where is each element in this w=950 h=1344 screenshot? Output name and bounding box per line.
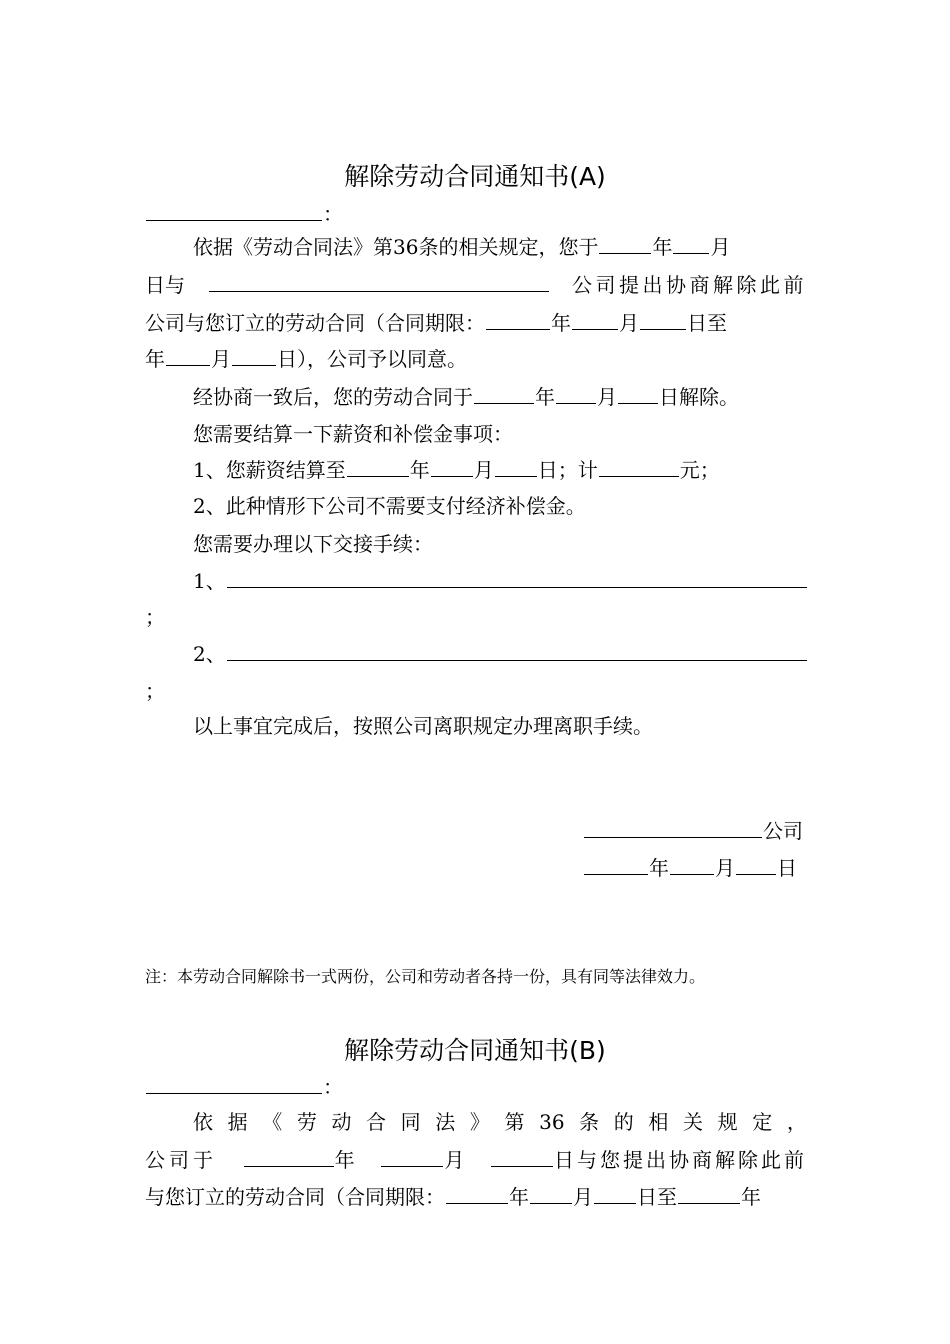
- month-blank: [530, 1183, 572, 1204]
- notice-a-para4: 您需要办理以下交接手续：: [193, 532, 433, 556]
- year-blank: [584, 854, 648, 875]
- year-blank: [474, 383, 534, 404]
- month-blank: [670, 854, 714, 875]
- recipient-blank: [146, 1073, 322, 1094]
- year-blank: [678, 1183, 740, 1204]
- char: 劳: [296, 1110, 317, 1134]
- task2-blank: [227, 640, 807, 661]
- month-blank: [381, 1146, 443, 1167]
- para1-text: 依据《劳动合同法》第36条的相关规定，您于: [193, 235, 599, 259]
- year-label: 年: [409, 458, 430, 482]
- task2-label: 2、: [193, 642, 226, 666]
- char: 相: [648, 1110, 669, 1134]
- notice-a-item1: [193, 456, 807, 484]
- day-blank: [618, 383, 658, 404]
- month-blank: [572, 309, 618, 330]
- item1-total-text: 日；计: [537, 458, 598, 482]
- notice-b-title: 解除劳动合同通知书(B): [344, 1036, 606, 1065]
- signature-date-line: [583, 854, 797, 882]
- year-label: 年: [741, 1185, 761, 1209]
- char: 法: [435, 1110, 456, 1134]
- char: 《: [262, 1110, 283, 1134]
- notice-a-para1-line1: [193, 233, 807, 261]
- notice-a-task1: [193, 567, 807, 595]
- year-blank: [486, 309, 550, 330]
- char: 第: [504, 1110, 525, 1134]
- notice-a-para1-line3: [145, 309, 807, 337]
- month-label: 月: [473, 458, 494, 482]
- char: 依: [193, 1110, 213, 1134]
- notice-b-recipient-line: [145, 1073, 807, 1101]
- notice-a-item2: 2、此种情形下公司不需要支付经济补偿金。: [193, 494, 586, 518]
- item1-text: 1、您薪资结算至: [193, 458, 346, 482]
- year-blank: [244, 1146, 334, 1167]
- char: 合: [366, 1110, 387, 1134]
- notice-a-para1-line4: [145, 345, 807, 373]
- year-label: 年: [145, 347, 165, 371]
- year-label: 年: [535, 385, 555, 409]
- month-label: 月: [710, 235, 731, 259]
- day-blank: [491, 1146, 553, 1167]
- notice-a-task2-end: ；: [145, 679, 165, 703]
- day-with-text: 日与: [145, 273, 185, 297]
- year-label: 年: [551, 311, 571, 335]
- month-label: 月: [211, 347, 231, 371]
- year-label: 年: [509, 1185, 529, 1209]
- signature-company-line: [583, 817, 803, 845]
- year-blank: [446, 1183, 508, 1204]
- task1-blank: [227, 567, 807, 588]
- char: 同: [400, 1110, 421, 1134]
- year-label: 年: [334, 1148, 355, 1172]
- notice-b-para1-line2: [145, 1146, 807, 1174]
- notice-a-task1-end: ；: [145, 605, 165, 629]
- para2-text: 经协商一致后，您的劳动合同于: [193, 385, 473, 409]
- notice-a-para1-line2: [145, 271, 807, 299]
- para2-end-text: 日解除。: [659, 385, 739, 409]
- contract-term-text: 与您订立的劳动合同（合同期限：: [145, 1185, 445, 1209]
- month-label: 月: [573, 1185, 593, 1209]
- notice-a-recipient-line: [145, 200, 807, 228]
- contract-term-text: 公司与您订立的劳动合同（合同期限：: [145, 311, 485, 335]
- notice-b-para1-line1: [193, 1108, 807, 1136]
- month-label: 月: [715, 856, 735, 880]
- recipient-blank: [146, 200, 322, 221]
- year-label: 年: [652, 235, 673, 259]
- year-label: 年: [649, 856, 669, 880]
- yuan-label: 元；: [679, 458, 720, 482]
- char: ，: [786, 1110, 807, 1134]
- char: 据: [227, 1110, 248, 1134]
- day-label: 日: [777, 856, 797, 880]
- colon: ：: [323, 202, 343, 226]
- amount-blank: [599, 456, 679, 477]
- month-label: 月: [444, 1148, 465, 1172]
- notice-b-para1-line3: [145, 1183, 807, 1211]
- colon: ：: [323, 1075, 343, 1099]
- char: 定: [752, 1110, 773, 1134]
- char: 》: [469, 1110, 490, 1134]
- notice-a-para2: [193, 383, 807, 411]
- notice-a-para3: 您需要结算一下薪资和补偿金事项：: [193, 422, 513, 446]
- char: 动: [331, 1110, 352, 1134]
- notice-a-title: 解除劳动合同通知书(A): [344, 162, 606, 191]
- char: 的: [613, 1110, 634, 1134]
- day-to-label: 日至: [637, 1185, 677, 1209]
- month-blank: [556, 383, 596, 404]
- day-blank: [594, 1183, 636, 1204]
- company-label: 公司: [763, 819, 803, 843]
- notice-a-para5: 以上事宜完成后，按照公司离职规定办理离职手续。: [193, 714, 653, 738]
- char: 规: [717, 1110, 738, 1134]
- company-blank: [209, 271, 549, 292]
- para-text: 日与您提出协商解除此前: [553, 1148, 807, 1172]
- day-blank: [640, 309, 686, 330]
- month-label: 月: [619, 311, 639, 335]
- month-blank: [166, 345, 210, 366]
- day-blank: [736, 854, 776, 875]
- char: 36: [539, 1110, 565, 1134]
- char: 关: [682, 1110, 703, 1134]
- para1-text: 公司提出协商解除此前: [572, 273, 807, 297]
- month-label: 月: [597, 385, 617, 409]
- month-blank: [431, 456, 473, 477]
- company-name-blank: [584, 817, 762, 838]
- notice-a-task2: [193, 640, 807, 668]
- day-blank: [495, 456, 537, 477]
- task1-label: 1、: [193, 569, 226, 593]
- notice-a-footnote: 注：本劳动合同解除书一式两份，公司和劳动者各持一份，具有同等法律效力。: [145, 967, 706, 986]
- year-blank: [599, 233, 651, 254]
- year-blank: [347, 456, 409, 477]
- day-to-label: 日至: [687, 311, 727, 335]
- para1-end-text: 日），公司予以同意。: [277, 347, 467, 371]
- month-blank: [673, 233, 709, 254]
- para-text: 公司于: [145, 1148, 217, 1172]
- day-blank: [232, 345, 276, 366]
- char: 条: [579, 1110, 600, 1134]
